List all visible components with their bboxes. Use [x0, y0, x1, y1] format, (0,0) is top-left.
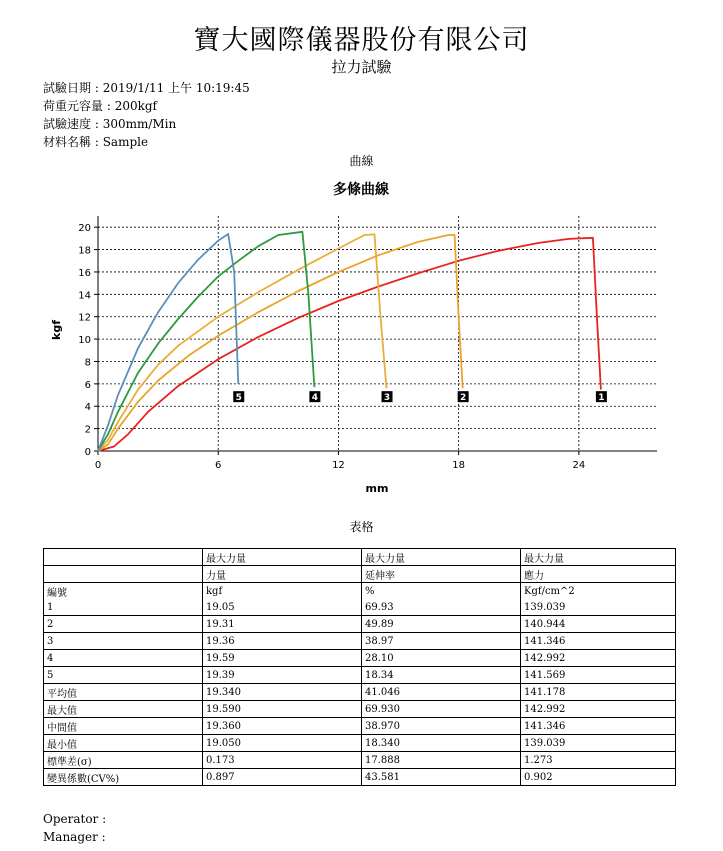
chart-grid [98, 216, 657, 451]
table-cell: 140.944 [521, 616, 676, 633]
info-label: 荷重元容量 [43, 99, 104, 113]
series-line-2 [98, 235, 463, 451]
y-tick-label: 20 [78, 223, 91, 235]
table-cell: 19.36 [203, 633, 362, 650]
series-line-5 [98, 234, 238, 451]
table-header-row [44, 566, 676, 583]
table-row [44, 752, 676, 769]
info-value: 2019/1/11 上午 10:19:45 [102, 81, 250, 95]
table-cell: 1.273 [521, 752, 676, 769]
table-cell: 19.39 [203, 667, 362, 684]
table-cell: 18.34 [362, 667, 521, 684]
info-label: 試驗日期 [43, 81, 92, 95]
y-tick-label: 16 [78, 267, 91, 279]
table-cell: 139.039 [521, 735, 676, 752]
y-tick-label: 6 [84, 379, 91, 391]
chart-title: 多條曲線 [333, 182, 389, 198]
table-cell: 28.10 [362, 650, 521, 667]
table-cell: 最大力量 [203, 549, 362, 566]
table-cell: 最大力量 [362, 549, 521, 566]
table-row [44, 599, 676, 616]
y-tick-label: 2 [84, 424, 91, 436]
series-line-4 [98, 232, 314, 451]
y-tick-label: 10 [78, 335, 91, 347]
table-cell: 19.360 [203, 718, 362, 735]
series-label-5: 5 [235, 393, 242, 404]
table-cell: 0.897 [203, 769, 362, 786]
table-cell [44, 549, 203, 566]
series-label-4: 4 [311, 393, 319, 404]
table-row [44, 633, 676, 650]
table-section-label: 表格 [349, 520, 374, 534]
y-tick-label: 18 [78, 245, 91, 257]
x-tick-label: 12 [332, 460, 345, 471]
x-tick-label: 24 [572, 460, 586, 471]
chart-series [98, 232, 601, 451]
table-cell: 編號 [47, 587, 67, 599]
info-label: 試驗速度 [43, 117, 92, 131]
series-label-2: 2 [460, 393, 467, 404]
info-row-capacity: 荷重元容量 : 200kgf [43, 99, 157, 113]
table-cell: 應力 [521, 566, 676, 583]
table-cell: 49.89 [362, 616, 521, 633]
table-cell: 19.050 [203, 735, 362, 752]
chart-series-labels [233, 391, 607, 403]
table-cell: 變異係數(CV%) [44, 769, 203, 786]
table-cell: 43.581 [362, 769, 521, 786]
y-axis-label: kgf [50, 320, 63, 340]
table-cell: 最大力量 [521, 549, 676, 566]
table-cell: 142.992 [521, 701, 676, 718]
table-cell: 最大值 [44, 701, 203, 718]
table-row [44, 684, 676, 701]
table-row [44, 667, 676, 684]
table-cell: 最小值 [44, 735, 203, 752]
table-row [44, 718, 676, 735]
table-cell: 延伸率 [362, 566, 521, 583]
table-cell: 19.590 [203, 701, 362, 718]
table-row [44, 701, 676, 718]
table-cell: 141.178 [521, 684, 676, 701]
table-cell: 69.93 [362, 599, 521, 616]
table-cell: 141.346 [521, 718, 676, 735]
table-cell: Kgf/cm^2 [521, 583, 676, 600]
table-cell: 標準差(σ) [44, 752, 203, 769]
y-tick-label: 4 [84, 402, 91, 414]
table-cell: 19.05 [203, 599, 362, 616]
table-cell: 3 [44, 633, 203, 650]
report-title: 拉力試驗 [331, 58, 392, 76]
series-label-3: 3 [383, 393, 391, 404]
table-cell: 142.992 [521, 650, 676, 667]
signature-block [43, 810, 106, 846]
chart-section-label: 曲線 [349, 154, 374, 168]
info-label: 材料名稱 [43, 135, 92, 149]
results-table [43, 548, 676, 786]
table-cell: 19.31 [203, 616, 362, 633]
table-cell: 19.59 [203, 650, 362, 667]
table-cell: 5 [44, 667, 203, 684]
table-cell: 1 [44, 599, 203, 616]
info-row-material: 材料名稱 : Sample [43, 135, 149, 149]
table-cell: kgf [203, 583, 362, 600]
table-cell: 141.346 [521, 633, 676, 650]
table-row [44, 650, 676, 667]
table-cell: 69.930 [362, 701, 521, 718]
table-cell: 平均值 [44, 684, 203, 701]
operator-label: Operator : [43, 812, 107, 826]
table-cell: 力量 [203, 566, 362, 583]
series-line-1 [98, 238, 601, 451]
y-tick-label: 14 [78, 290, 91, 302]
table-row [44, 735, 676, 752]
table-cell: 0.902 [521, 769, 676, 786]
info-value: 200kgf [114, 99, 157, 113]
table-cell: 中間值 [44, 718, 203, 735]
x-axis-label: mm [365, 482, 389, 495]
table-cell: % [362, 583, 521, 600]
table-cell: 17.888 [362, 752, 521, 769]
table-row [44, 616, 676, 633]
table-cell: 38.97 [362, 633, 521, 650]
table-cell: 139.039 [521, 599, 676, 616]
table-cell: 141.569 [521, 667, 676, 684]
info-row-date: 試驗日期 : 2019/1/11 上午 10:19:45 [43, 81, 250, 95]
info-value: Sample [102, 135, 149, 149]
company-name: 寶大國際儀器股份有限公司 [193, 25, 530, 56]
chart-axes [78, 216, 657, 471]
table-cell: 38.970 [362, 718, 521, 735]
series-label-1: 1 [598, 393, 605, 404]
table-header-row [44, 549, 676, 566]
table-cell: 18.340 [362, 735, 521, 752]
table-cell: 2 [44, 616, 203, 633]
table-row [44, 769, 676, 786]
table-header-row [44, 583, 676, 600]
y-tick-label: 8 [84, 357, 91, 369]
table-cell: 0.173 [203, 752, 362, 769]
table-cell: 4 [44, 650, 203, 667]
table-cell: 19.340 [203, 684, 362, 701]
x-tick-label: 6 [215, 460, 222, 471]
info-row-speed: 試驗速度 : 300mm/Min [43, 117, 177, 131]
y-tick-label: 0 [84, 447, 91, 458]
table-cell [44, 566, 203, 583]
x-tick-label: 0 [94, 460, 102, 471]
x-tick-label: 18 [452, 460, 466, 471]
manager-label: Manager : [43, 830, 106, 844]
info-value: 300mm/Min [102, 117, 177, 131]
table-cell: 41.046 [362, 684, 521, 701]
y-tick-label: 12 [78, 312, 91, 324]
